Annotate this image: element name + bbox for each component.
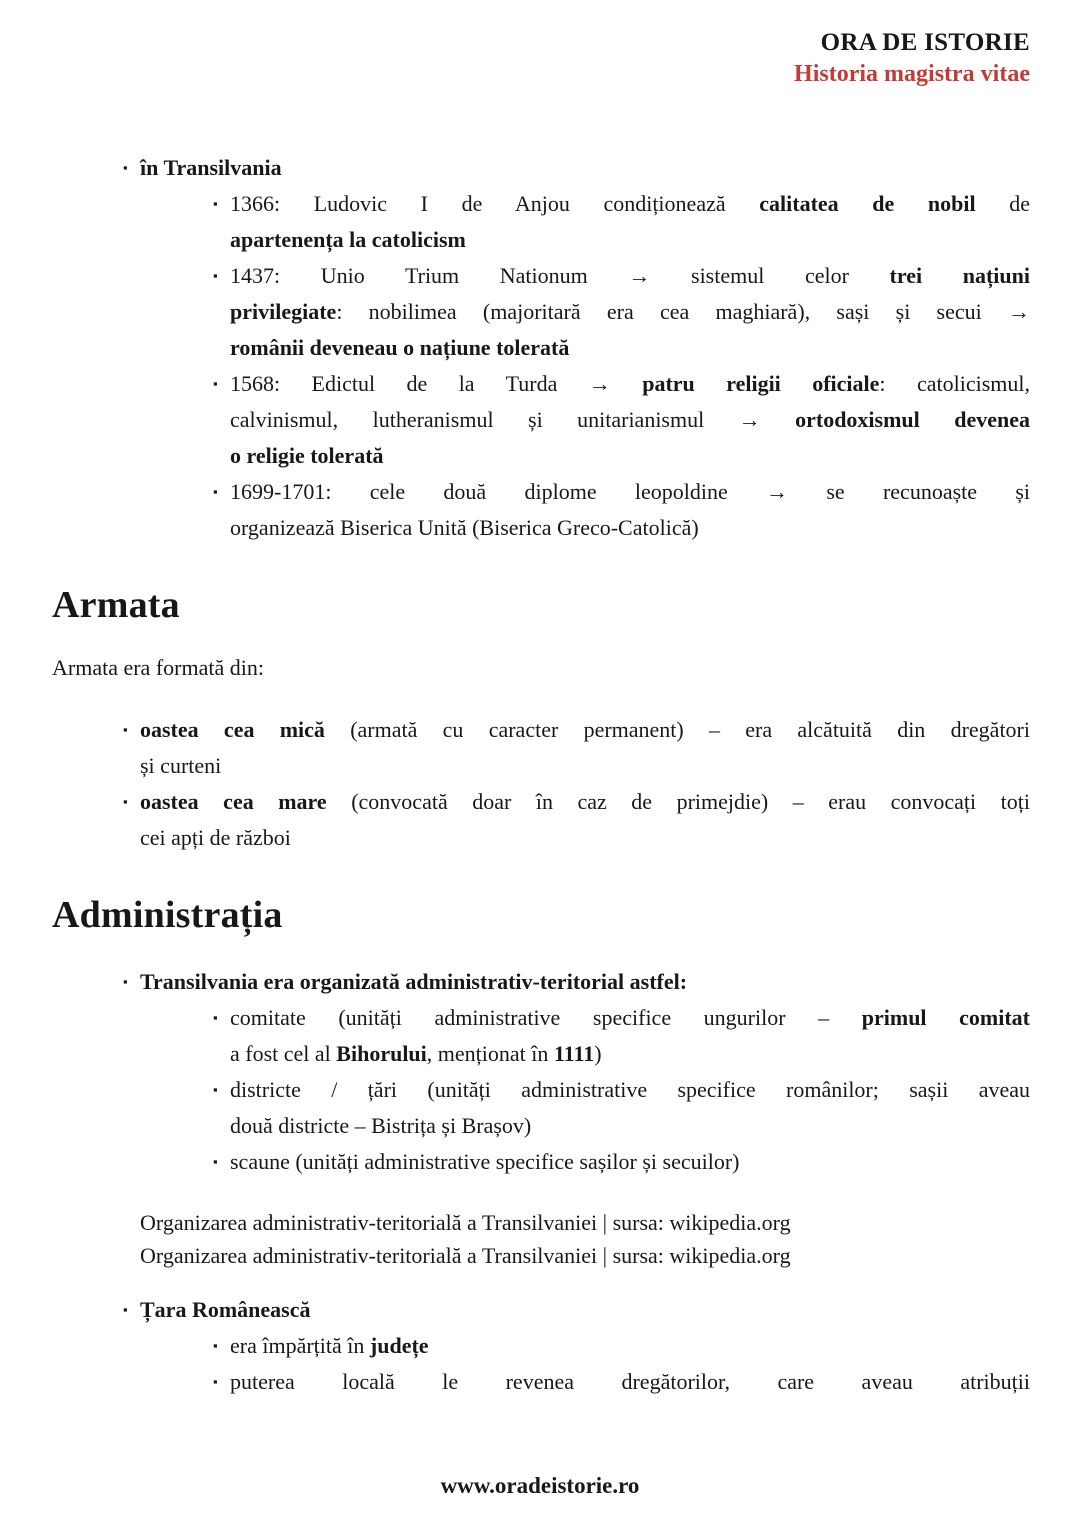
text-line: ▪ 1366: Ludovic I de Anjou condiționează calitatea de nobil de	[230, 191, 1031, 216]
page-footer	[0, 1471, 1080, 1501]
list-item-oastea-mica	[122, 712, 1030, 784]
list-item-1437	[212, 258, 1030, 366]
list-item-label: ▪ Țara Românească	[140, 1297, 311, 1322]
image-caption-line: Organizarea administrativ-teritorială a Transilvaniei | sursa: wikipedia.org	[140, 1210, 791, 1235]
text-line: ▪ 1437: Unio Trium Nationum → sistemul celor trei națiuni	[230, 263, 1030, 288]
list-item-puterea-locala	[212, 1364, 1030, 1400]
text-line: ▪ puterea locală le revenea dregătorilor, care aveau atribuții	[230, 1369, 1030, 1394]
section-heading-administratia: Administrația	[52, 894, 283, 936]
text-line: a fost cel al Bihorului, menționat în 1111)	[230, 1041, 602, 1066]
list-item-label: ▪ Transilvania era organizată administrativ-teritorial astfel:	[140, 969, 688, 994]
list-item-1568	[212, 366, 1030, 474]
list-item-scaune	[212, 1144, 1030, 1180]
tara-romaneasca-list	[52, 1292, 1030, 1400]
section-heading-armata: Armata	[52, 584, 180, 626]
text-line: ▪ 1568: Edictul de la Turda → patru religii oficiale: catolicismul,	[230, 371, 1030, 396]
text-line: ▪ oastea cea mică (armată cu caracter permanent) – era alcătuită din dregători	[140, 717, 1030, 742]
footer-url: www.oradeistorie.ro	[440, 1473, 640, 1498]
armata-list	[52, 712, 1030, 856]
text-line: ▪ oastea cea mare (convocată doar în caz de primejdie) – erau convocați toți	[140, 789, 1030, 814]
list-item-tara-romaneasca	[122, 1292, 1030, 1400]
site-title: ORA DE ISTORIE	[820, 29, 1030, 56]
armata-intro: Armata era formată din:	[52, 655, 264, 680]
image-caption-block	[52, 1206, 1030, 1272]
list-item-districte	[212, 1072, 1030, 1144]
list-item-transilvania	[122, 150, 1030, 546]
tara-romaneasca-sublist	[212, 1328, 1030, 1400]
list-item-1366	[212, 186, 1030, 258]
text-line: românii deveneau o națiune tolerată	[230, 335, 570, 360]
text-line: apartenența la catolicism	[230, 227, 466, 252]
transilvania-sublist	[212, 186, 1030, 546]
text-line: și curteni	[140, 753, 222, 778]
text-line: o religie tolerată	[230, 443, 384, 468]
list-item-judete	[212, 1328, 1030, 1364]
list-item-label: ▪ în Transilvania	[140, 155, 282, 180]
transilvania-list	[52, 150, 1030, 546]
list-item-oastea-mare	[122, 784, 1030, 856]
text-line: ▪ comitate (unități administrative specifice ungurilor – primul comitat	[230, 1005, 1030, 1030]
text-line: ▪ era împărțită în județe	[230, 1333, 429, 1358]
text-line: calvinismul, lutheranismul și unitarianismul → ortodoxismul devenea	[230, 407, 1030, 432]
text-line: ▪ districte / țări (unități administrative specifice românilor; sașii aveau	[230, 1077, 1030, 1102]
site-motto: Historia magistra vitae	[794, 61, 1030, 87]
administratia-list	[52, 964, 1030, 1180]
list-item-comitate	[212, 1000, 1030, 1072]
text-line: ▪ scaune (unități administrative specifice sașilor și secuilor)	[230, 1149, 740, 1174]
list-item-transilvania-admin	[122, 964, 1030, 1180]
text-line: ▪ 1699-1701: cele două diplome leopoldine → se recunoaște și	[230, 479, 1030, 504]
text-line: cei apți de război	[140, 825, 291, 850]
image-caption-line: Organizarea administrativ-teritorială a Transilvaniei | sursa: wikipedia.org	[140, 1243, 791, 1268]
list-item-1699	[212, 474, 1030, 546]
text-line: privilegiate: nobilimea (majoritară era cea maghiară), sași și secui →	[230, 299, 1030, 324]
administratia-sublist	[212, 1000, 1030, 1180]
text-line: organizează Biserica Unită (Biserica Greco-Catolică)	[230, 515, 699, 540]
text-line: două districte – Bistrița și Brașov)	[230, 1113, 532, 1138]
page-header	[52, 28, 1030, 90]
